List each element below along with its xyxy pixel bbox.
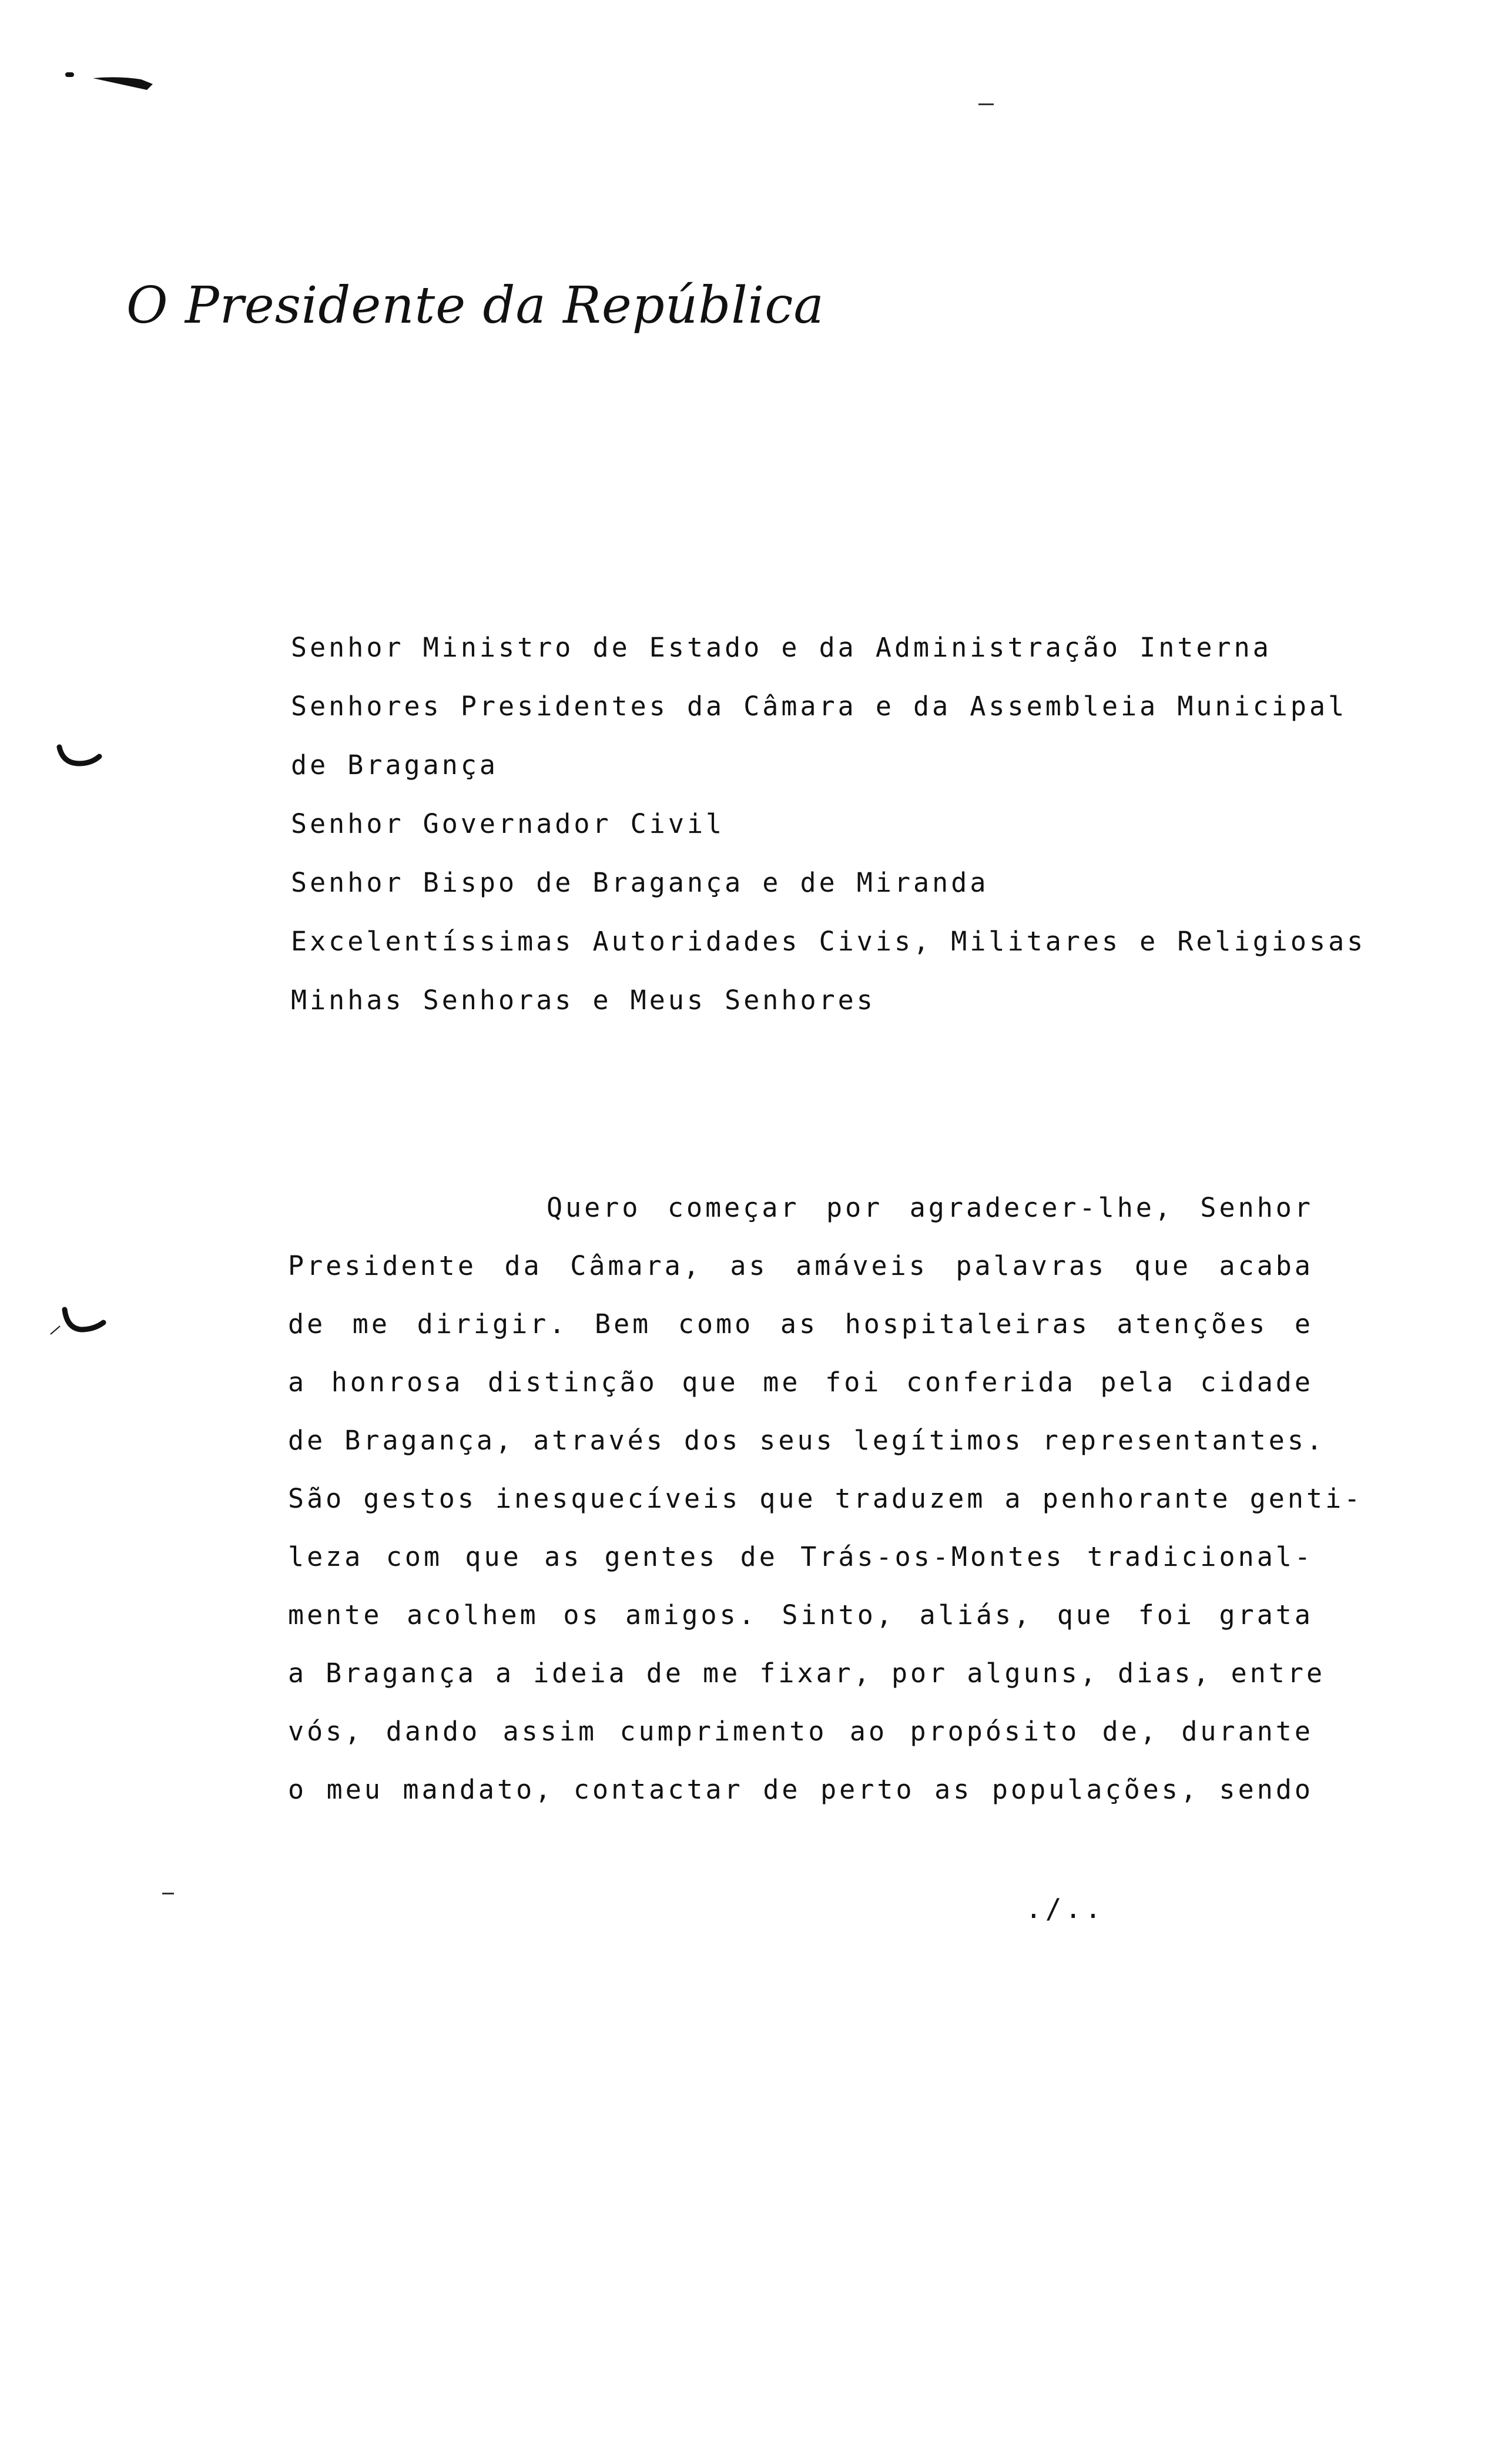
paragraph-line: a Bragança a ideia de me fixar, por alguns, dias, entre (288, 1658, 1326, 1689)
page-continuation-mark: ./.. (1025, 1893, 1105, 1924)
paragraph-line: leza com que as gentes de Trás-os-Montes tradicional- (288, 1541, 1313, 1572)
salutation-line: de Bragança (291, 749, 499, 781)
scan-mark-punch-2 (47, 1305, 112, 1340)
salutation-line: Senhor Bispo de Bragança e de Miranda (291, 867, 989, 898)
paragraph-line: Presidente da Câmara, as amáveis palavras que acaba (288, 1250, 1313, 1281)
scan-dash-2 (162, 1893, 174, 1894)
salutation-line: Excelentíssimas Autoridades Civis, Militares e Religiosas (291, 926, 1366, 957)
paragraph-line: a honrosa distinção que me foi conferida pela cidade (288, 1367, 1313, 1398)
salutation-line: Senhor Governador Civil (291, 808, 725, 839)
salutation-line: Senhor Ministro de Estado e da Administração Interna (291, 632, 1272, 663)
salutation-line: Senhores Presidentes da Câmara e da Assembleia Municipal (291, 691, 1347, 722)
salutation-line: Minhas Senhoras e Meus Senhores (291, 985, 876, 1016)
paragraph-line: de Bragança, através dos seus legítimos representantes. (288, 1425, 1326, 1456)
paragraph-line: Quero começar por agradecer-lhe, Senhor (547, 1192, 1313, 1223)
paragraph-line: de me dirigir. Bem como as hospitaleiras atenções e (288, 1308, 1313, 1340)
scan-mark-top (65, 68, 165, 97)
letterhead-title: O Presidente da República (126, 276, 824, 335)
scan-mark-punch-1 (56, 744, 103, 770)
scan-dash-1 (978, 103, 994, 105)
salutation-block (291, 618, 1366, 1030)
speech-paragraph (288, 1179, 1363, 1819)
paragraph-line: São gestos inesquecíveis que traduzem a penhorante genti- (288, 1483, 1363, 1514)
paragraph-line: o meu mandato, contactar de perto as populações, sendo (288, 1774, 1313, 1805)
paragraph-line: mente acolhem os amigos. Sinto, aliás, que foi grata (288, 1599, 1313, 1631)
paragraph-line: vós, dando assim cumprimento ao propósito de, durante (288, 1716, 1313, 1747)
